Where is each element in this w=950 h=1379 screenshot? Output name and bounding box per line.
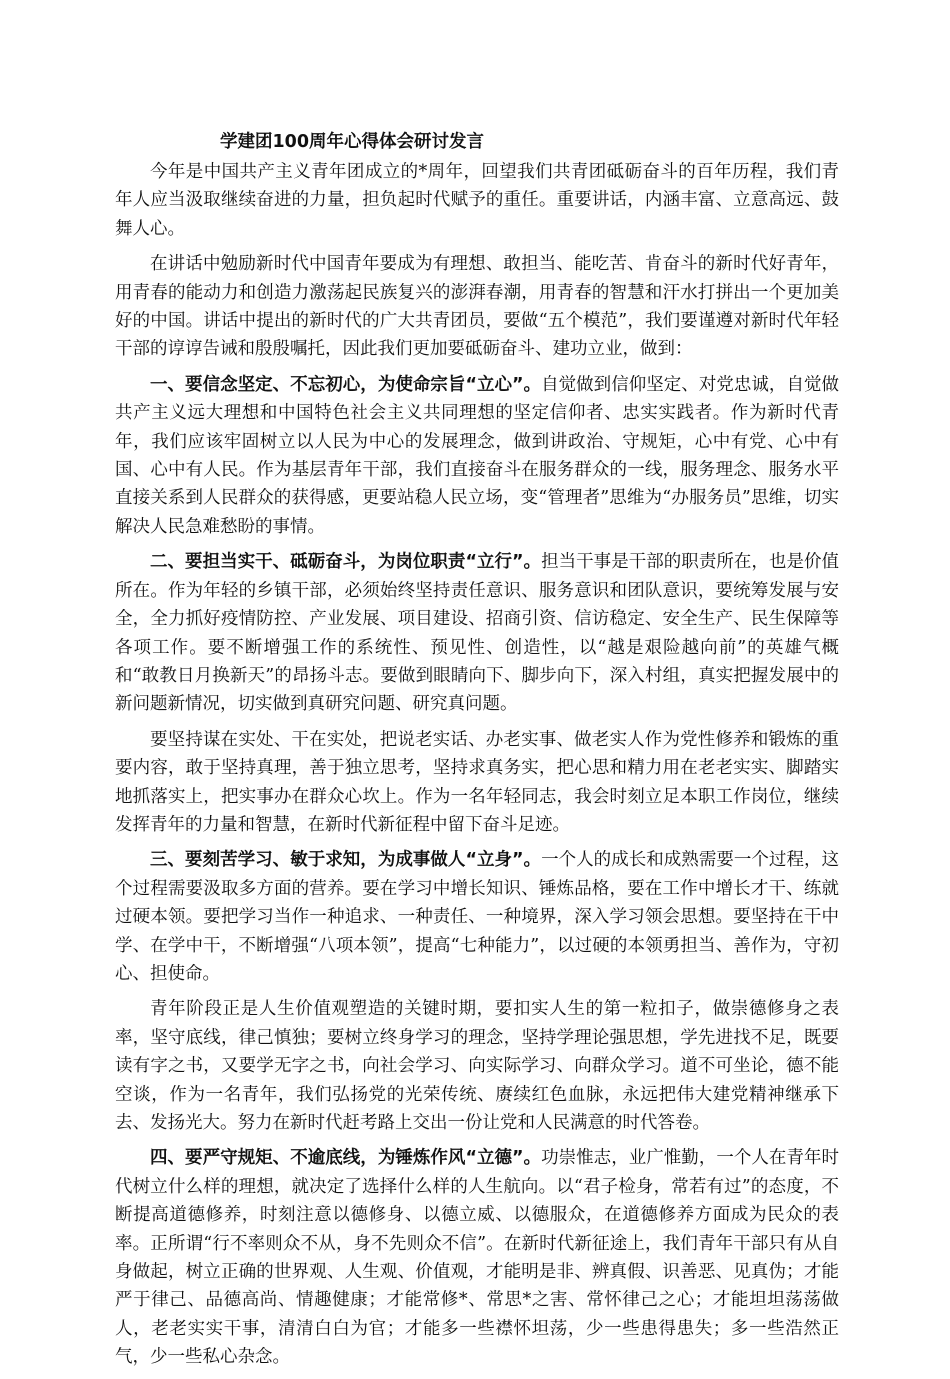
paragraph-section-1: [115, 371, 839, 541]
section-heading: 二、要担当实干、砥砺奋斗，为岗位职责“立行”。: [150, 552, 542, 573]
section-heading: 三、要刻苦学习、敏于求知，为成事做人“立身”。: [150, 850, 542, 871]
paragraph-section-4: [115, 1144, 839, 1371]
paragraph-text: 自觉做到信仰坚定、对党忠诚，自觉做共产主义远大理想和中国特色社会主义共同理想的坚定信仰者、忠实实践者。作为新时代青年，我们应该牢固树立以人民为中心的发展理念，做到讲政治、守规矩，心中有党、心中有国、心中有人民。作为基层青年干部，我们直接奋斗在服务群众的一线，服务理念、服务水平直接关系到人民群众的获得感，更要站稳人民立场，变“管理者”思维为“办服务员”思维，切实解决人民急难愁盼的事情。: [115, 374, 839, 537]
document-page: [115, 126, 839, 1379]
paragraph-section-3: [115, 846, 839, 988]
paragraph-text: 一个人的成长和成熟需要一个过程，这个过程需要汲取多方面的营养。要在学习中增长知识、锤炼品格，要在工作中增长才干、练就过硬本领。要把学习当作一种追求、一种责任、一种境界，深入学习领会思想。要坚持在干中学、在学中干，不断增强“八项本领”，提高“七种能力”，以过硬的本领勇担当、善作为，守初心、担使命。: [115, 850, 839, 984]
paragraph-text: 功崇惟志，业广惟勤，一个人在青年时代树立什么样的理想，就决定了选择什么样的人生航向。以“君子检身，常若有过”的态度，不断提高道德修养，时刻注意以德修身、以德立威、以德服众，在道德修养方面成为民众的表率。正所谓“行不率则众不从，身不先则众不信”。在新时代新征途上，我们青年干部只有从自身做起，树立正确的世界观、人生观、价值观，才能明是非、辨真假、识善恶、见真伪；才能严于律己、品德高尚、情趣健康；才能常修*、常思*之害、常怀律己之心；才能坦坦荡荡做人，老老实实干事，清清白白为官；才能多一些襟怀坦荡，少一些患得患失；多一些浩然正气，少一些私心杂念。: [115, 1148, 839, 1368]
paragraph-section-2-continued: [115, 726, 839, 840]
paragraph-text: 今年是中国共产主义青年团成立的*周年，回望我们共青团砥砺奋斗的百年历程，我们青年人应当汲取继续奋进的力量，担负起时代赋予的重任。重要讲话，内涵丰富、立意高远、鼓舞人心。: [115, 162, 839, 239]
section-heading: 一、要信念坚定、不忘初心，为使命宗旨“立心”。: [150, 374, 542, 395]
paragraph-section-3-continued: [115, 995, 839, 1137]
paragraph-speech: [115, 250, 839, 364]
paragraph-intro: [115, 158, 839, 243]
paragraph-text: 担当干事是干部的职责所在，也是价值所在。作为年轻的乡镇干部，必须始终坚持责任意识、服务意识和团队意识，要统筹发展与安全，全力抓好疫情防控、产业发展、项目建设、招商引资、信访稳定、安全生产、民生保障等各项工作。要不断增强工作的系统性、预见性、创造性，以“越是艰险越向前”的英雄气概和“敢教日月换新天”的昂扬斗志。要做到眼睛向下、脚步向下，深入村组，真实把握发展中的新问题新情况，切实做到真研究问题、研究真问题。: [115, 552, 839, 715]
paragraph-section-2: [115, 548, 839, 718]
section-heading: 四、要严守规矩、不逾底线，为锤炼作风“立德”。: [150, 1148, 542, 1169]
paragraph-text: 在讲话中勉励新时代中国青年要成为有理想、敢担当、能吃苦、肯奋斗的新时代好青年，用青春的能动力和创造力激荡起民族复兴的澎湃春潮，用青春的智慧和汗水打拼出一个更加美好的中国。讲话中提出的新时代的广大共青团员，要做“五个模范”，我们要谨遵对新时代年轻干部的谆谆告诫和殷殷嘱托，因此我们更加要砥砺奋斗、建功立业，做到：: [115, 254, 839, 360]
document-title: 学建团100周年心得体会研讨发言: [220, 132, 485, 152]
paragraph-text: 青年阶段正是人生价值观塑造的关键时期，要扣实人生的第一粒扣子，做崇德修身之表率，坚守底线，律己慎独；要树立终身学习的理念，坚持学理论强思想，学先进找不足，既要读有字之书，又要学无字之书，向社会学习、向实际学习、向群众学习。道不可坐论，德不能空谈，作为一名青年，我们弘扬党的光荣传统、赓续红色血脉，永远把伟大建党精神继承下去、发扬光大。努力在新时代赶考路上交出一份让党和人民满意的时代答卷。: [115, 999, 839, 1133]
paragraph-text: 要坚持谋在实处、干在实处，把说老实话、办老实事、做老实人作为党性修养和锻炼的重要内容，敢于坚持真理，善于独立思考，坚持求真务实，把心思和精力用在老老实实、脚踏实地抓落实上，把实事办在群众心坎上。作为一名年轻同志，我会时刻立足本职工作岗位，继续发挥青年的力量和智慧，在新时代新征程中留下奋斗足迹。: [115, 729, 839, 835]
